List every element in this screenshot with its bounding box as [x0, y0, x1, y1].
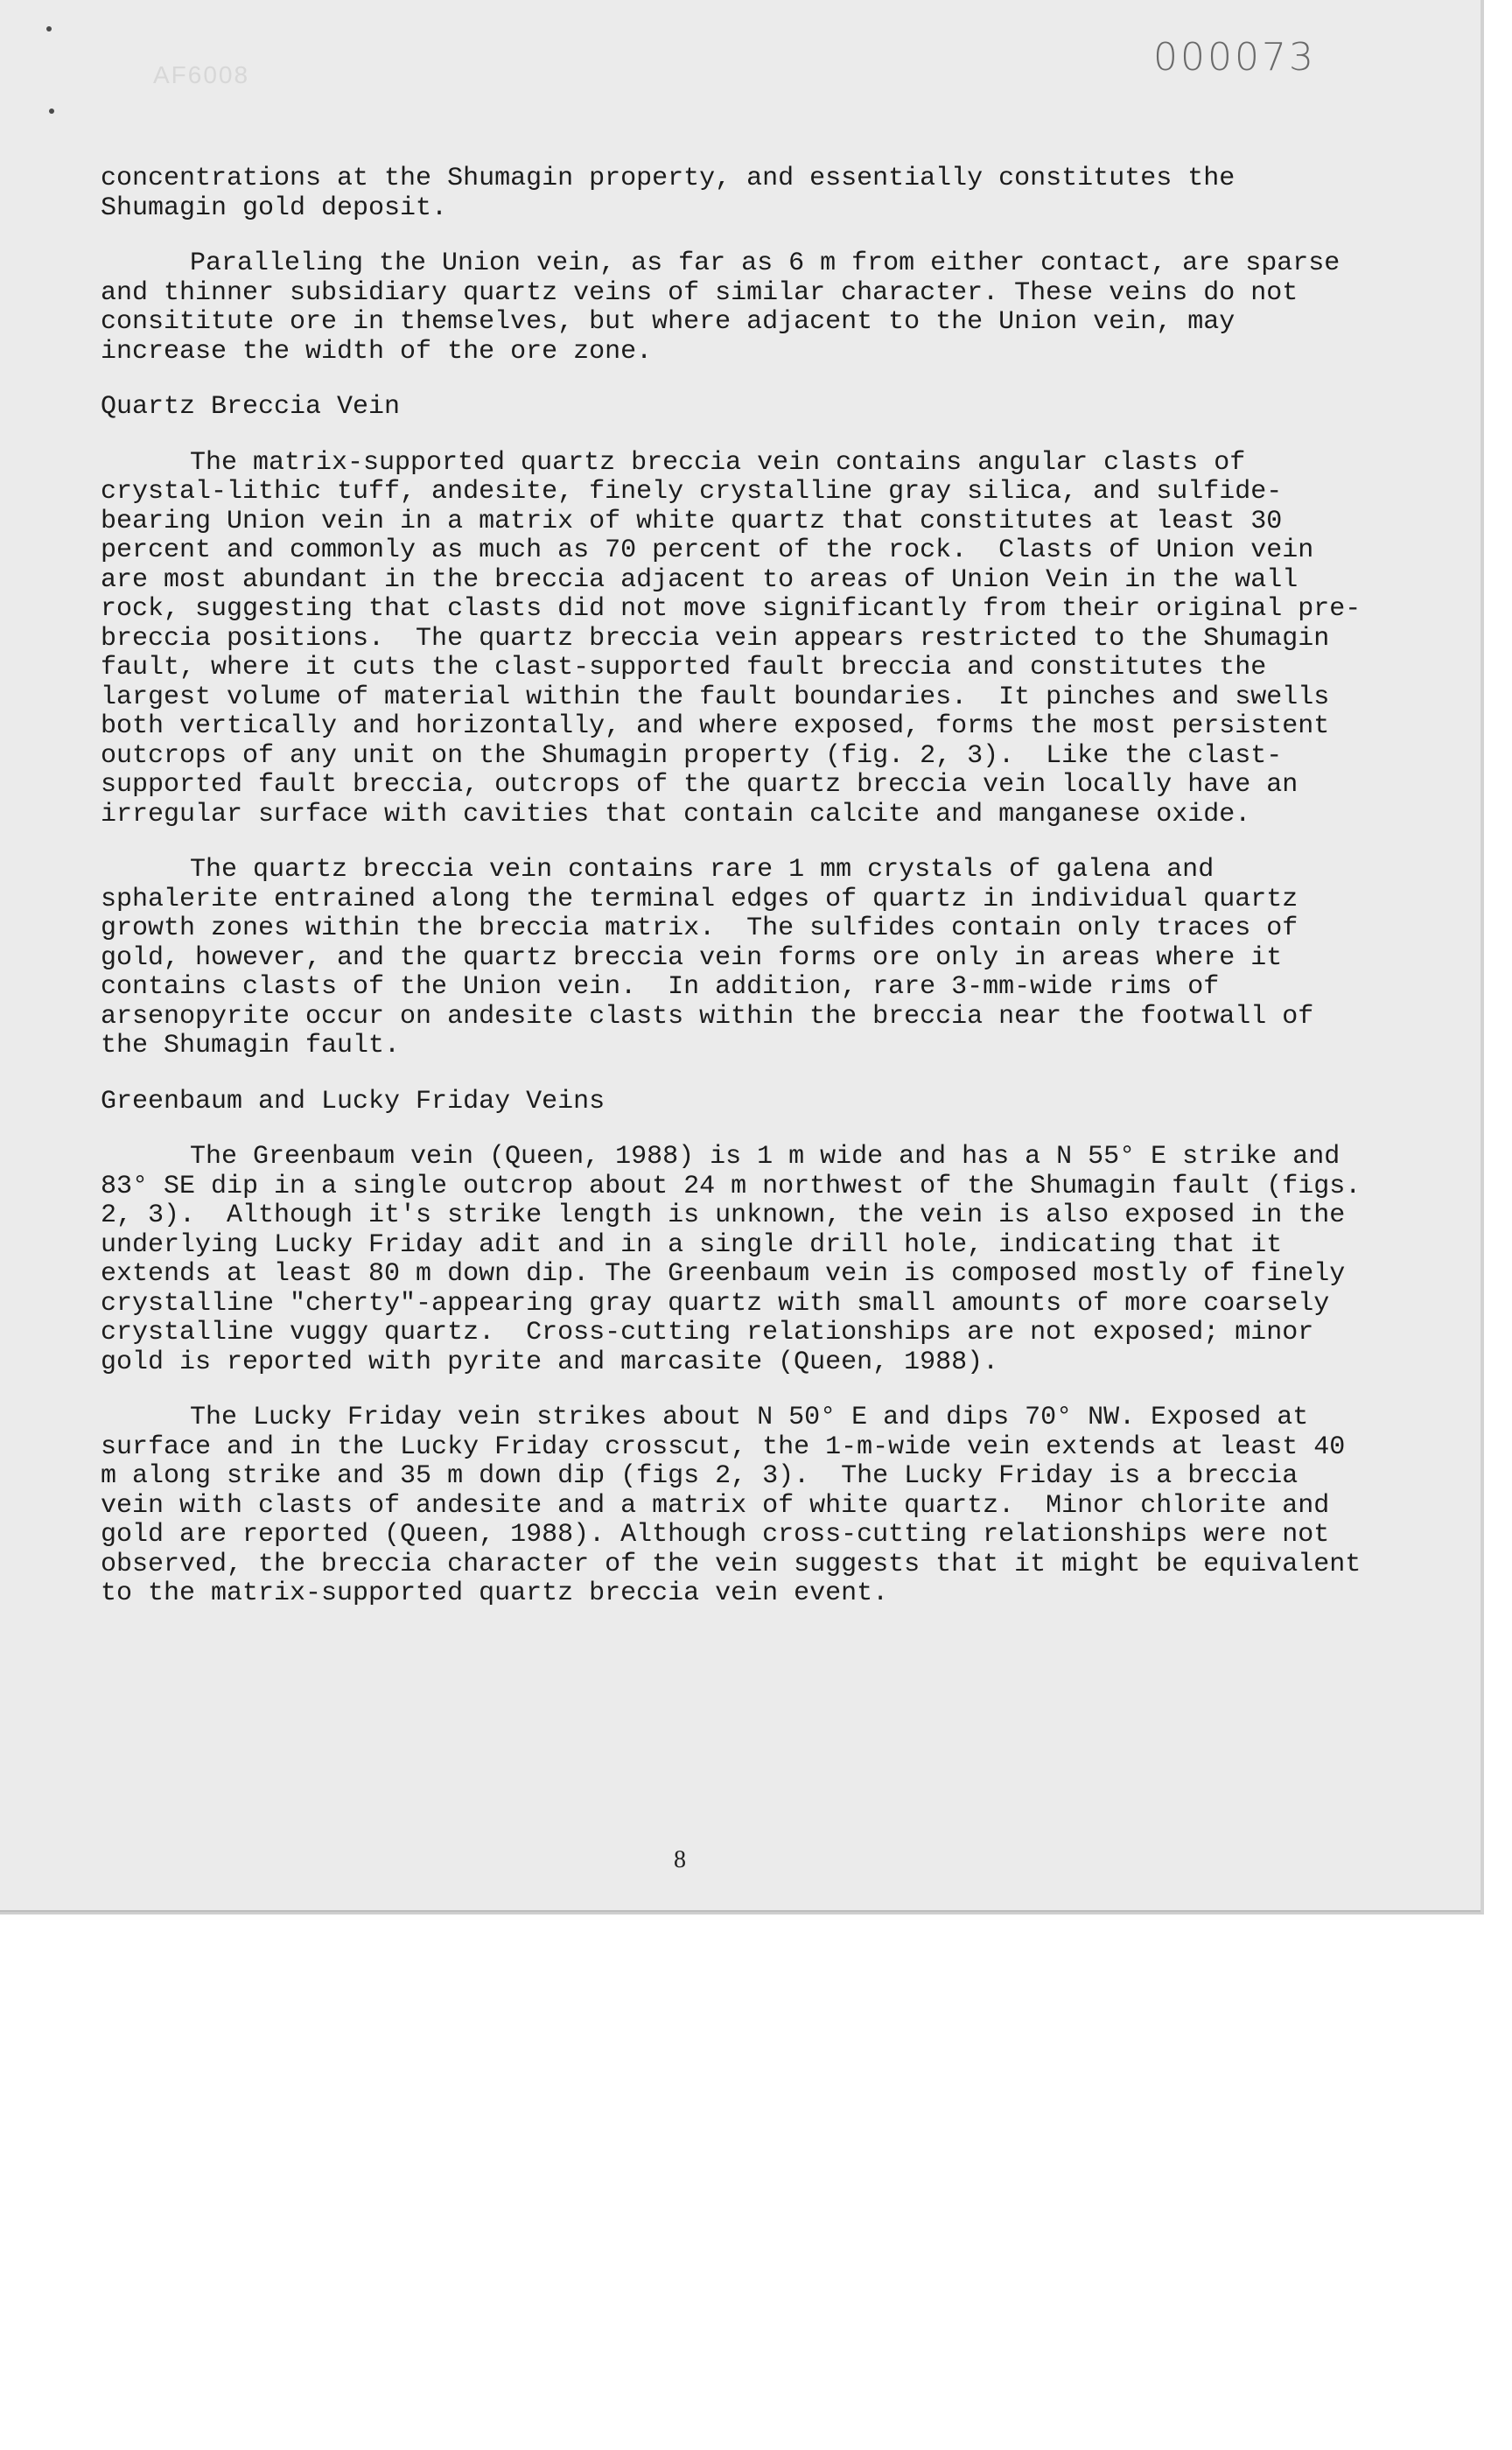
scan-speck	[46, 26, 52, 32]
scan-speck	[49, 108, 54, 114]
paragraph: The Greenbaum vein (Queen, 1988) is 1 m wide and has a N 55° E strike and 83° SE dip in a single outcrop about 24 m northwest of the Shumagin fault (figs. 2, 3). Although it's strike length is unknown, the vein is also exposed in the underlying Lucky Friday adit and in a single drill hole, indicating that it extends at least 80 m down dip. The Greenbaum vein is composed mostly of finely crystalline "cherty"-appearing gray quartz with small amounts of more coarsely crystalline vuggy quartz. Cross-cutting relationships are not exposed; minor gold is reported with pyrite and marcasite (Queen, 1988).	[101, 1142, 1377, 1377]
page-number: 8	[674, 1846, 686, 1873]
stamp-number: 000073	[1153, 35, 1316, 80]
paragraph: Paralleling the Union vein, as far as 6 m from either contact, are sparse and thinner subsidiary quartz veins of similar character. These veins do not consititute ore in themselves, but where adjacent to the Union vein, may increase the width of the ore zone.	[101, 248, 1356, 367]
section-heading: Quartz Breccia Vein	[101, 392, 401, 422]
document-body	[101, 164, 1377, 1609]
paragraph: The quartz breccia vein contains rare 1 mm crystals of galena and sphalerite entrained along the terminal edges of quartz in individual quartz growth zones within the breccia matrix. The sulfides contain only traces of gold, however, and the quartz breccia vein forms ore only in areas where it contains clasts of the Union vein. In addition, rare 3-mm-wide rims of arsenopyrite occur on andesite clasts within the breccia near the footwall of the Shumagin fault.	[101, 855, 1330, 1060]
faint-header-mark: AF6008	[153, 61, 250, 88]
page-bottom-edge	[0, 1910, 1480, 1912]
paragraph: The Lucky Friday vein strikes about N 50° E and dips 70° NW. Exposed at surface and in the Lucky Friday crosscut, the 1-m-wide vein extends at least 40 m along strike and 35 m down dip (figs 2, 3). The Lucky Friday is a breccia vein with clasts of andesite and a matrix of white quartz. Minor chlorite and gold are reported (Queen, 1988). Although cross-cutting relationships were not observed, the breccia character of the vein suggests that it might be equivalent to the matrix-supported quartz breccia vein event.	[101, 1403, 1377, 1608]
paragraph: The matrix-supported quartz breccia vein contains angular clasts of crystal-lithic tuff, andesite, finely crystalline gray silica, and sulfide-bearing Union vein in a matrix of white quartz that constitutes at least 30 percent and commonly as much as 70 percent of the rock. Clasts of Union vein are most abundant in the breccia adjacent to areas of Union Vein in the wall rock, suggesting that clasts did not move significantly from their original pre-breccia positions. The quartz breccia vein appears restricted to the Shumagin fault, where it cuts the clast-supported fault breccia and constitutes the largest volume of material within the fault boundaries. It pinches and swells both vertically and horizontally, and where exposed, forms the most persistent outcrops of any unit on the Shumagin property (fig. 2, 3). Like the clast-supported fault breccia, outcrops of the quartz breccia vein locally have an irregular surface with cavities that contain calcite and manganese oxide.	[101, 447, 1362, 830]
paragraph: concentrations at the Shumagin property, and essentially constitutes the Shumagin gold deposit.	[101, 164, 1251, 223]
section-heading: Greenbaum and Lucky Friday Veins	[101, 1086, 606, 1116]
